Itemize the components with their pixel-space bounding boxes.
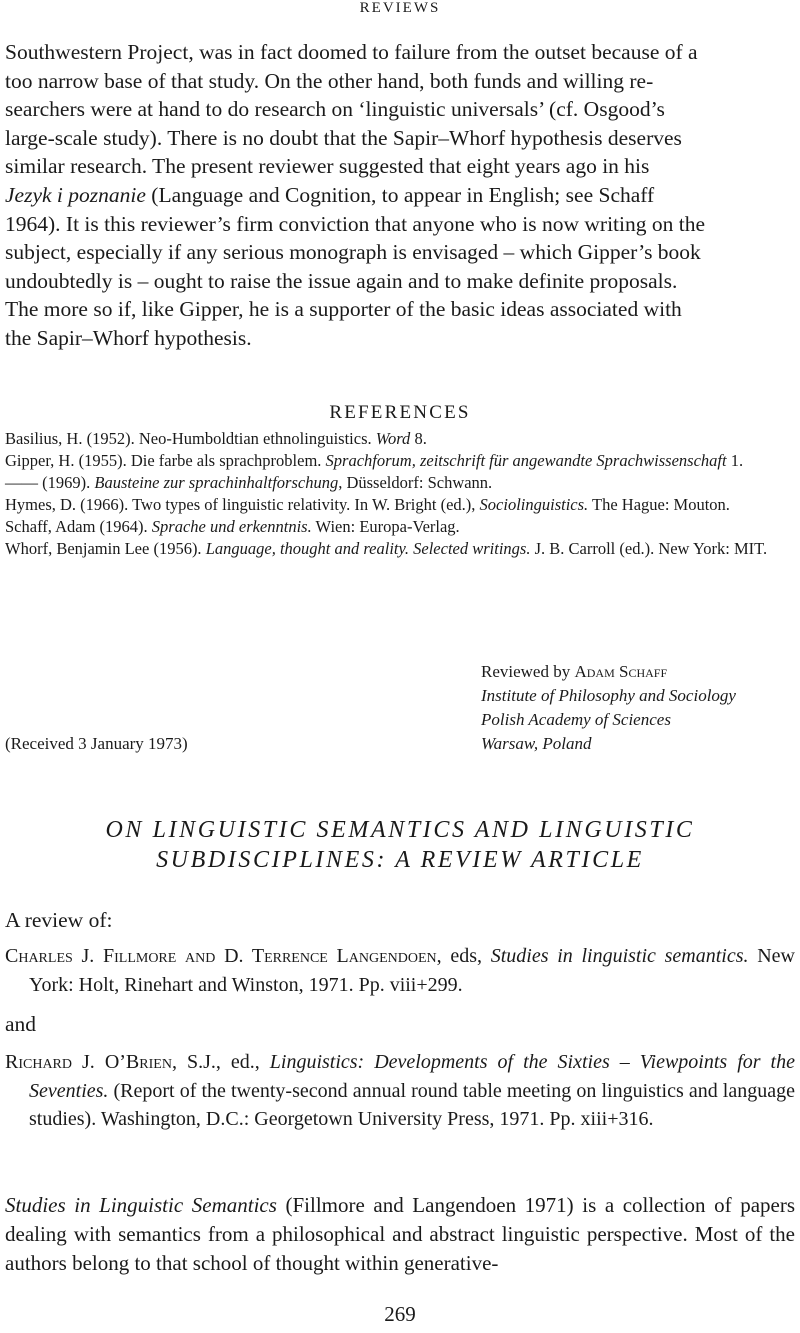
reference-entry: Schaff, Adam (1964). Sprache und erkenntnis. Wien: Europa-Verlag. <box>5 517 460 536</box>
article-title-line: SUBDISCIPLINES: A REVIEW ARTICLE <box>156 847 644 873</box>
closing-paragraph: Studies in Linguistic Semantics (Fillmore and Langendoen 1971) is a collection of papers dealing with semantics from a philosophical and abstract linguistic perspective. Most of the authors belong to that school of thought within generative- <box>5 1193 796 1275</box>
intro-line: The more so if, like Gipper, he is a supporter of the basic ideas associated with <box>5 297 682 322</box>
and-label: and <box>5 1012 37 1036</box>
received-date: (Received 3 January 1973) <box>5 734 188 753</box>
reviewed-book-entry: Richard J. O’Brien, S.J., ed., Linguistics: Developments of the Sixties – Viewpoints for the Seventies. (Report of the twenty-second annual round table meeting on linguistics and language studies). Washington, D.C.: Georgetown University Press, 1971. Pp. xiii+316. <box>5 1051 795 1130</box>
intro-line: subject, especially if any serious monograph is envisaged – which Gipper’s book <box>5 240 701 265</box>
reviewer-name: Adam Schaff <box>574 662 668 681</box>
reference-entry: Hymes, D. (1966). Two types of linguistic relativity. In W. Bright (ed.), Sociolinguistics. The Hague: Mouton. <box>5 495 730 514</box>
intro-paragraph <box>5 38 795 353</box>
reference-entry: Whorf, Benjamin Lee (1956). Language, thought and reality. Selected writings. J. B. Carroll (ed.). New York: MIT. <box>5 539 768 558</box>
book-title: Studies in Linguistic Semantics <box>5 1193 277 1217</box>
book-title: Linguistics: Developments of the Sixties – Viewpoints for the Seventies. <box>29 1051 795 1102</box>
book-title: Studies in linguistic semantics. <box>490 945 749 967</box>
reviewer-line: Reviewed by Adam Schaff <box>481 662 668 681</box>
references-heading: REFERENCES <box>329 402 471 423</box>
reviewer-city: Warsaw, Poland <box>481 734 592 753</box>
intro-line: Jezyk i poznanie (Language and Cognition, to appear in English; see Schaff <box>5 182 655 207</box>
reviewer-block <box>481 660 800 756</box>
intro-line: 1964). It is this reviewer’s firm conviction that anyone who is now writing on the <box>5 211 706 236</box>
reviewer-academy: Polish Academy of Sciences <box>481 710 671 729</box>
intro-line: undoubtedly is – ought to raise the issue again and to make definite proposals. <box>5 268 678 293</box>
intro-line: searchers were at hand to do research on ‘linguistic universals’ (cf. Osgood’s <box>5 97 665 122</box>
intro-line: the Sapir–Whorf hypothesis. <box>5 325 252 350</box>
intro-line: similar research. The present reviewer suggested that eight years ago in his <box>5 154 650 179</box>
review-of-label: A review of: <box>5 908 113 932</box>
reviewed-book-entry: Charles J. Fillmore and D. Terrence Langendoen, eds, Studies in linguistic semantics. New York: Holt, Rinehart and Winston, 1971. Pp. viii+299. <box>5 945 795 996</box>
reviewer-institute: Institute of Philosophy and Sociology <box>481 686 736 705</box>
intro-line: Southwestern Project, was in fact doomed to failure from the outset because of a <box>5 40 698 64</box>
references-list <box>5 428 795 560</box>
article-title <box>0 815 800 875</box>
page-number: 269 <box>384 1302 416 1326</box>
reference-entry: Basilius, H. (1952). Neo-Humboldtian ethnolinguistics. Word 8. <box>5 429 427 448</box>
reference-entry: Gipper, H. (1955). Die farbe als sprachproblem. Sprachforum, zeitschrift für angewandte Sprachwissenschaft 1. <box>5 451 744 470</box>
book-authors: Charles J. Fillmore and D. Terrence Langendoen <box>5 945 437 967</box>
intro-line: large-scale study). There is no doubt that the Sapir–Whorf hypothesis deserves <box>5 125 682 150</box>
book-title: Jezyk i poznanie <box>5 182 146 207</box>
article-title-line: ON LINGUISTIC SEMANTICS AND LINGUISTIC <box>105 817 695 843</box>
running-head: REVIEWS <box>359 0 441 16</box>
reference-entry: —— (1969). Bausteine zur sprachinhaltforschung, Düsseldorf: Schwann. <box>5 473 493 492</box>
book-authors: Richard J. O’Brien <box>5 1051 172 1073</box>
intro-line: too narrow base of that study. On the other hand, both funds and willing re- <box>5 68 654 93</box>
